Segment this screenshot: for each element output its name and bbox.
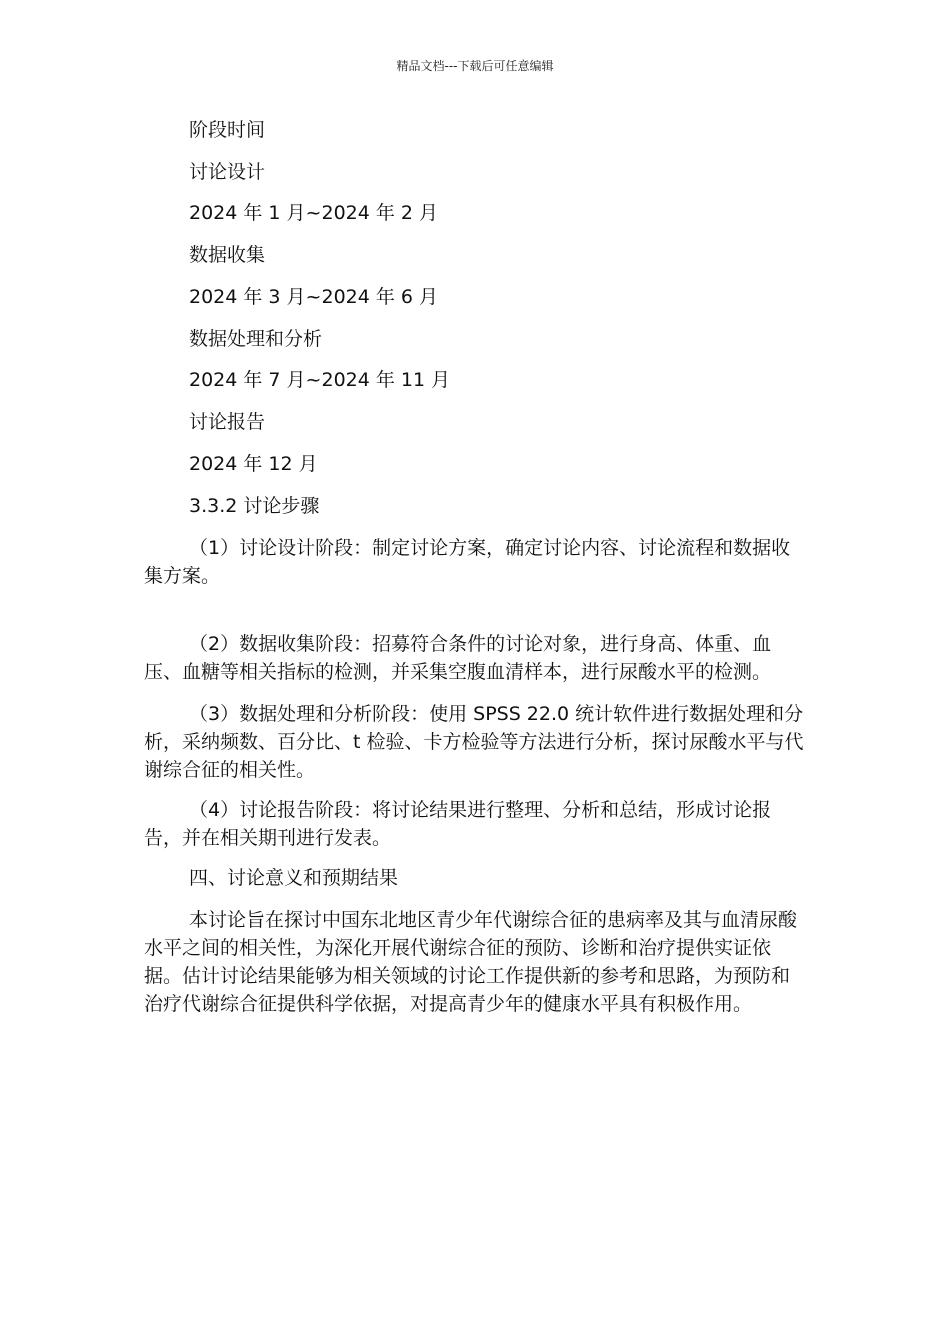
schedule-period-analysis: 2024 年 7 月~2024 年 11 月 xyxy=(189,369,451,391)
page-header-watermark: 精品文档---下载后可任意编辑 xyxy=(396,59,554,73)
schedule-phase-report: 讨论报告 xyxy=(189,411,266,433)
schedule-period-report: 2024 年 12 月 xyxy=(189,453,318,475)
schedule-phase-design: 讨论设计 xyxy=(189,161,266,183)
steps-heading: 3.3.2 讨论步骤 xyxy=(189,495,320,517)
step-paragraph-4: （4）讨论报告阶段：将讨论结果进行整理、分析和总结，形成讨论报告，并在相关期刊进行发表。 xyxy=(144,799,772,849)
step-paragraph-1: （1）讨论设计阶段：制定讨论方案，确定讨论内容、讨论流程和数据收集方案。 xyxy=(144,537,791,587)
significance-paragraph: 本讨论旨在探讨中国东北地区青少年代谢综合征的患病率及其与血清尿酸水平之间的相关性，为深化开展代谢综合征的预防、诊断和治疗提供实证依据。估计讨论结果能够为相关领域的讨论工作提供新的参考和思路，为预防和治疗代谢综合征提供科学依据，对提高青少年的健康水平具有积极作用。 xyxy=(144,909,798,1015)
schedule-phase-analysis: 数据处理和分析 xyxy=(189,328,323,350)
step-paragraph-3: （3）数据处理和分析阶段：使用 SPSS 22.0 统计软件进行数据处理和分析，采纳频数、百分比、t 检验、卡方检验等方法进行分析，探讨尿酸水平与代谢综合征的相关性。 xyxy=(144,703,804,781)
schedule-period-collection: 2024 年 3 月~2024 年 6 月 xyxy=(189,286,439,308)
schedule-period-design: 2024 年 1 月~2024 年 2 月 xyxy=(189,202,439,224)
schedule-phase-collection: 数据收集 xyxy=(189,244,266,266)
section-heading-significance: 四、讨论意义和预期结果 xyxy=(189,867,399,889)
schedule-heading: 阶段时间 xyxy=(189,119,266,141)
step-paragraph-2: （2）数据收集阶段：招募符合条件的讨论对象，进行身高、体重、血压、血糖等相关指标的检测，并采集空腹血清样本，进行尿酸水平的检测。 xyxy=(144,633,772,683)
